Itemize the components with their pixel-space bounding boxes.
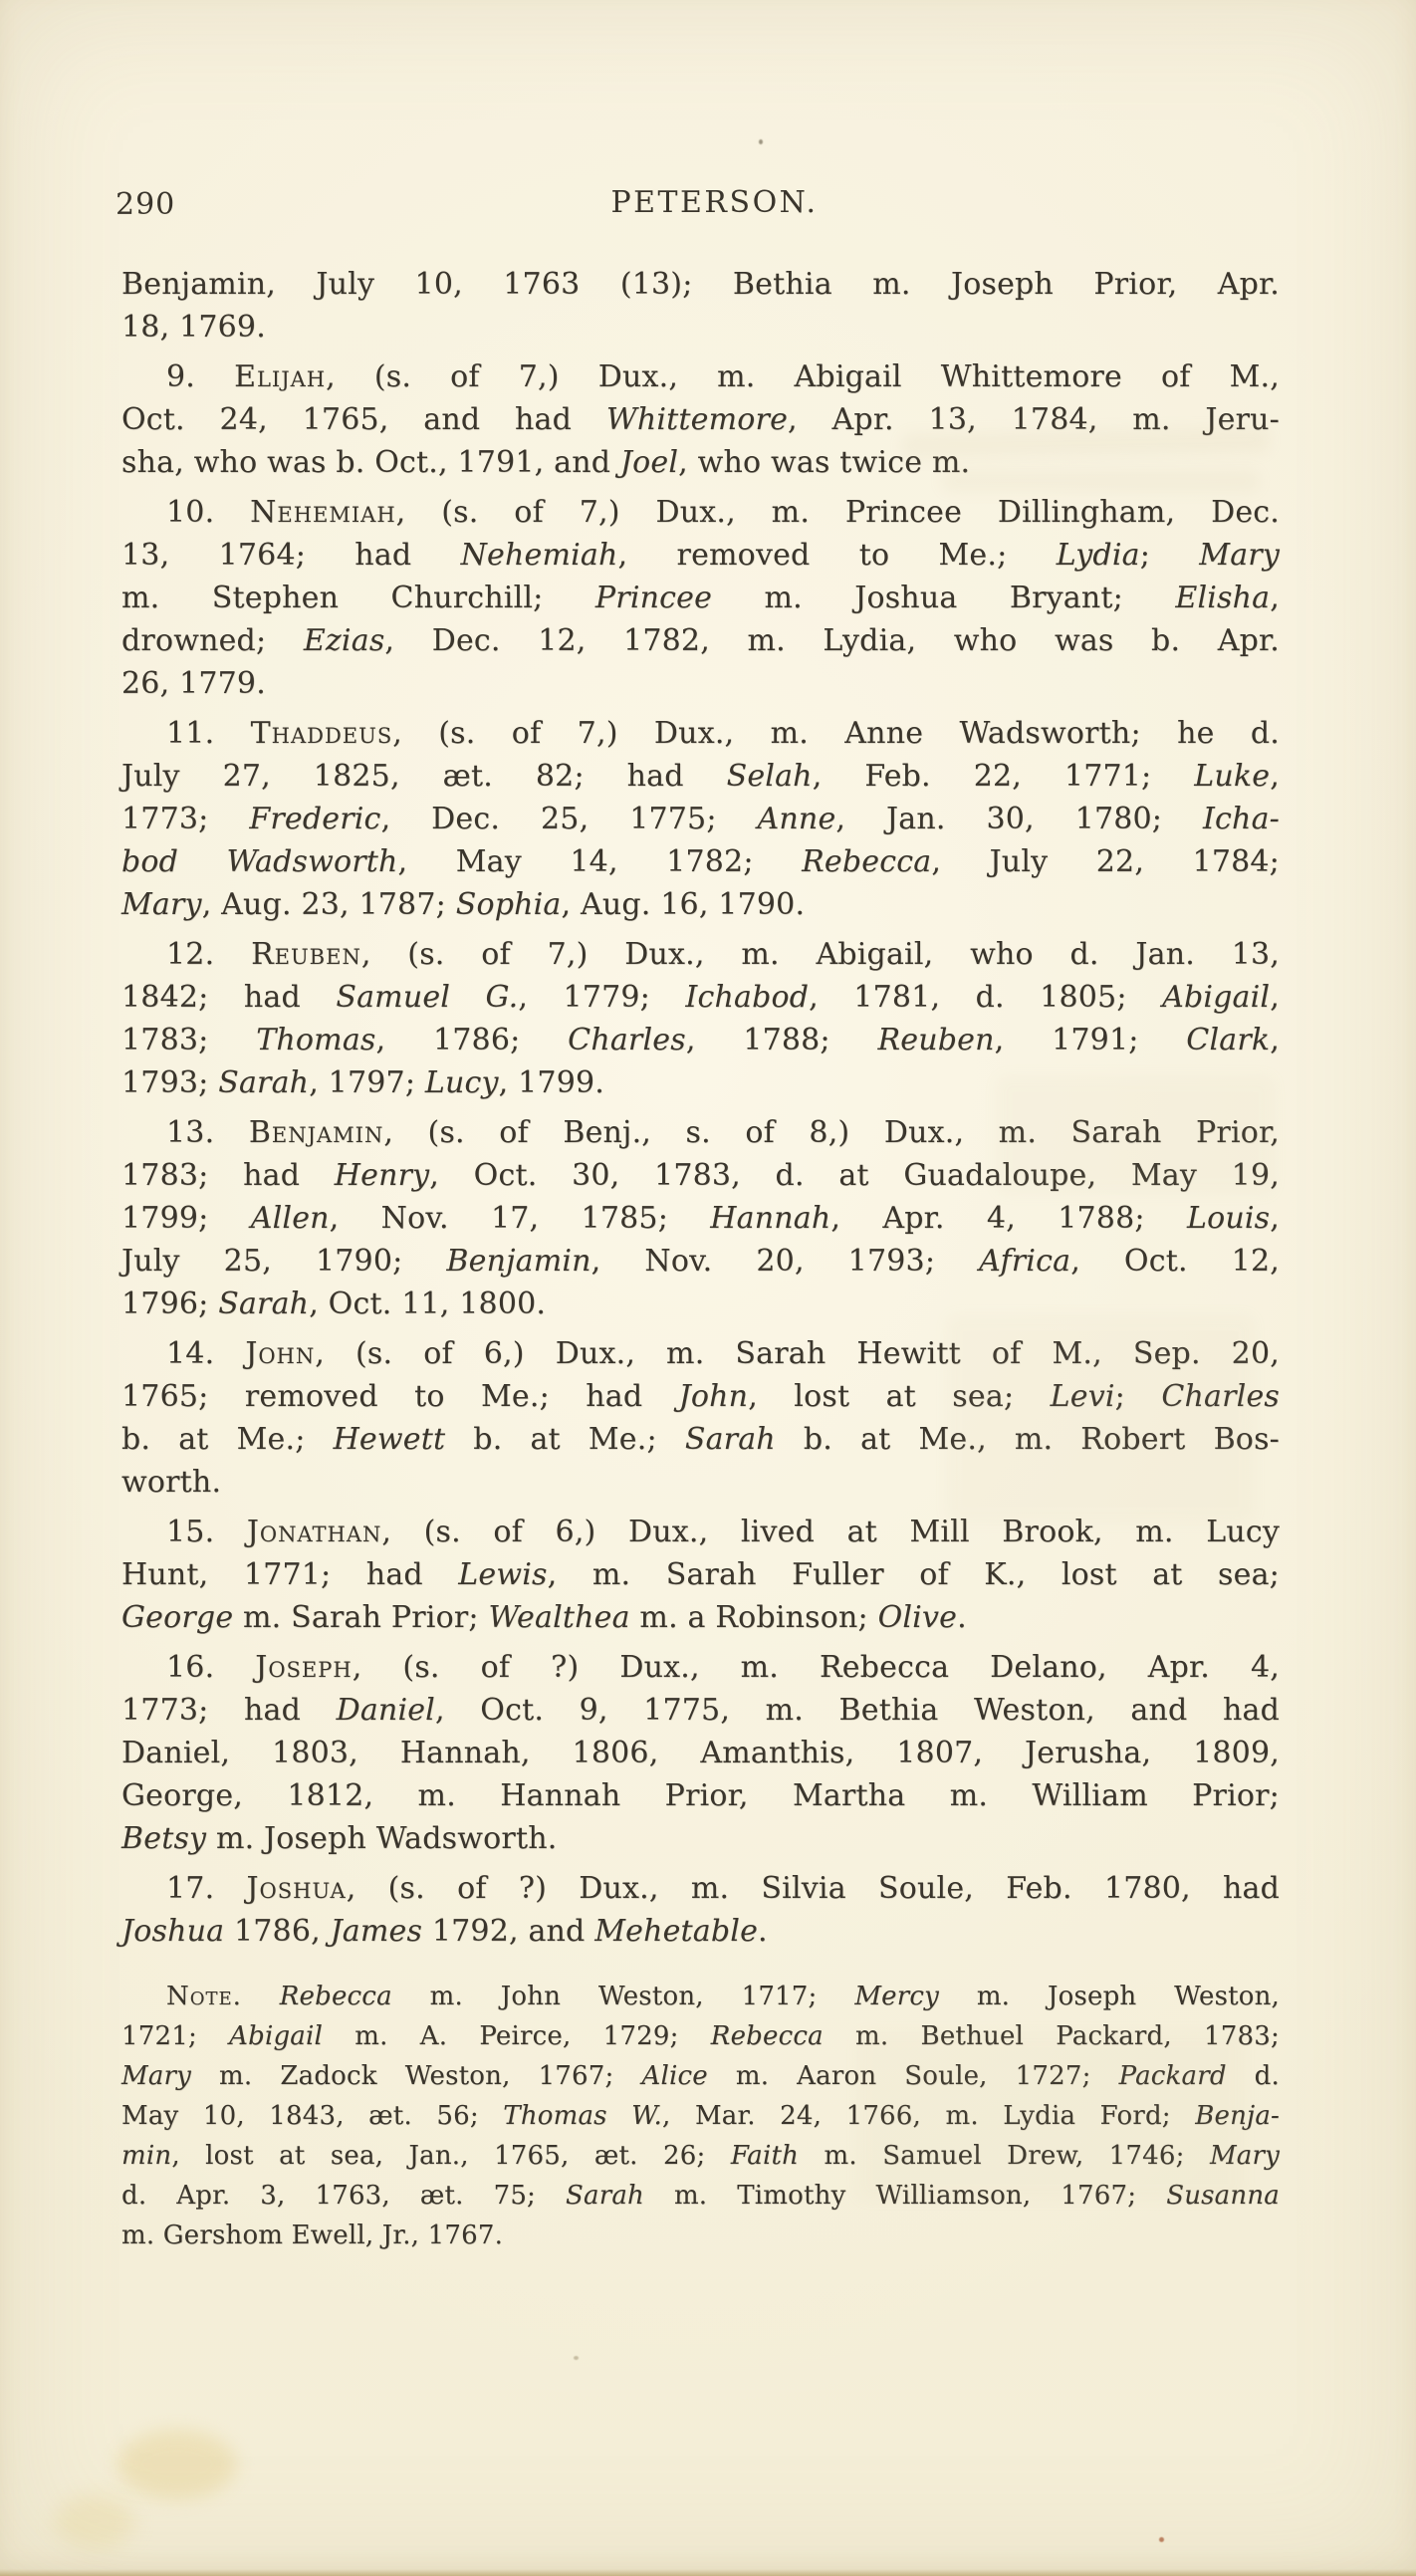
text-line: July 27, 1825, æt. 82; had Selah, Feb. 22, 1771; Luke, bbox=[121, 759, 1280, 794]
entry-13 bbox=[121, 1111, 1280, 1325]
text-line: Mary, Aug. 23, 1787; Sophia, Aug. 16, 1790. bbox=[121, 887, 806, 922]
text-line: sha, who was b. Oct., 1791, and Joel, who was twice m. bbox=[121, 445, 971, 480]
text-line: George m. Sarah Prior; Wealthea m. a Robinson; Olive. bbox=[121, 1600, 967, 1635]
text-line: 13, 1764; had Nehemiah, removed to Me.; Lydia; Mary bbox=[121, 538, 1280, 573]
text-line: 17. Joshua, (s. of ?) Dux., m. Silvia Soule, Feb. 1780, had bbox=[166, 1871, 1281, 1906]
text-line: 1721; Abigail m. A. Peirce, 1729; Rebecca m. Bethuel Packard, 1783; bbox=[121, 2021, 1280, 2051]
entry-14 bbox=[121, 1332, 1280, 1504]
entry-17 bbox=[121, 1867, 1280, 1953]
page-body bbox=[121, 263, 1280, 2255]
text-line: 1773; had Daniel, Oct. 9, 1775, m. Bethia Weston, and had bbox=[121, 1693, 1280, 1728]
text-line: 16. Joseph, (s. of ?) Dux., m. Rebecca Delano, Apr. 4, bbox=[166, 1650, 1281, 1685]
text-line: Benjamin, July 10, 1763 (13); Bethia m. Joseph Prior, Apr. bbox=[121, 267, 1280, 302]
text-line: 18, 1769. bbox=[121, 310, 266, 345]
running-title: PETERSON. bbox=[610, 185, 819, 220]
ink-speck bbox=[759, 139, 763, 144]
text-line: 1765; removed to Me.; had John, lost at sea; Levi; Charles bbox=[121, 1379, 1280, 1414]
paper-stain bbox=[55, 2494, 134, 2549]
text-line: 10. Nehemiah, (s. of 7,) Dux., m. Princee Dillingham, Dec. bbox=[166, 495, 1281, 530]
text-line: 12. Reuben, (s. of 7,) Dux., m. Abigail, who d. Jan. 13, bbox=[166, 937, 1281, 972]
text-line: 26, 1779. bbox=[121, 666, 266, 701]
entry-11 bbox=[121, 712, 1280, 926]
text-line: b. at Me.; Hewett b. at Me.; Sarah b. at Me., m. Robert Bos- bbox=[121, 1422, 1281, 1457]
entry-9 bbox=[121, 355, 1280, 484]
text-line: 9. Elijah, (s. of 7,) Dux., m. Abigail Whittemore of M., bbox=[166, 359, 1280, 394]
text-line: d. Apr. 3, 1763, æt. 75; Sarah m. Timothy Williamson, 1767; Susanna bbox=[121, 2181, 1280, 2211]
entry-10 bbox=[121, 491, 1280, 705]
text-line: Oct. 24, 1765, and had Whittemore, Apr. 13, 1784, m. Jeru- bbox=[121, 402, 1280, 437]
text-line: Mary m. Zadock Weston, 1767; Alice m. Aaron Soule, 1727; Packard d. bbox=[121, 2061, 1280, 2091]
text-line: 11. Thaddeus, (s. of 7,) Dux., m. Anne Wadsworth; he d. bbox=[166, 716, 1280, 751]
ink-speck bbox=[574, 2356, 579, 2360]
ink-speck bbox=[1159, 2537, 1164, 2542]
text-line: 15. Jonathan, (s. of 6,) Dux., lived at Mill Brook, m. Lucy bbox=[166, 1515, 1281, 1549]
text-line: min, lost at sea, Jan., 1765, æt. 26; Faith m. Samuel Drew, 1746; Mary bbox=[121, 2141, 1281, 2171]
text-line: Daniel, 1803, Hannah, 1806, Amanthis, 1807, Jerusha, 1809, bbox=[121, 1736, 1280, 1770]
entry-16 bbox=[121, 1646, 1280, 1860]
note-paragraph bbox=[121, 1977, 1280, 2255]
text-line: 1783; Thomas, 1786; Charles, 1788; Reuben, 1791; Clark, bbox=[121, 1023, 1281, 1057]
text-line: Betsy m. Joseph Wadsworth. bbox=[121, 1821, 558, 1856]
text-line: 1773; Frederic, Dec. 25, 1775; Anne, Jan. 30, 1780; Icha- bbox=[121, 802, 1280, 836]
text-line: 14. John, (s. of 6,) Dux., m. Sarah Hewitt of M., Sep. 20, bbox=[166, 1336, 1280, 1371]
text-line: bod Wadsworth, May 14, 1782; Rebecca, July 22, 1784; bbox=[121, 844, 1280, 879]
text-line: May 10, 1843, æt. 56; Thomas W., Mar. 24, 1766, m. Lydia Ford; Benja- bbox=[121, 2101, 1281, 2131]
page-number: 290 bbox=[116, 187, 176, 222]
text-line: 1796; Sarah, Oct. 11, 1800. bbox=[121, 1287, 547, 1321]
text-line: 1783; had Henry, Oct. 30, 1783, d. at Guadaloupe, May 19, bbox=[121, 1158, 1280, 1193]
entry-8-continuation bbox=[121, 263, 1280, 349]
text-line: drowned; Ezias, Dec. 12, 1782, m. Lydia, who was b. Apr. bbox=[121, 623, 1280, 658]
text-line: Note. Rebecca m. John Weston, 1717; Mercy m. Joseph Weston, bbox=[166, 1982, 1281, 2011]
text-line: Hunt, 1771; had Lewis, m. Sarah Fuller of K., lost at sea; bbox=[121, 1557, 1280, 1592]
entry-15 bbox=[121, 1511, 1280, 1639]
page-header bbox=[0, 185, 1416, 225]
text-line: 1799; Allen, Nov. 17, 1785; Hannah, Apr. 4, 1788; Louis, bbox=[121, 1201, 1280, 1236]
text-line: July 25, 1790; Benjamin, Nov. 20, 1793; Africa, Oct. 12, bbox=[121, 1244, 1280, 1279]
text-line: 1842; had Samuel G., 1779; Ichabod, 1781, d. 1805; Abigail, bbox=[121, 980, 1280, 1015]
text-line: worth. bbox=[121, 1465, 222, 1500]
text-line: m. Gershom Ewell, Jr., 1767. bbox=[121, 2221, 504, 2250]
text-line: m. Stephen Churchill; Princee m. Joshua Bryant; Elisha, bbox=[121, 581, 1280, 615]
text-line: 1793; Sarah, 1797; Lucy, 1799. bbox=[121, 1065, 605, 1100]
page-bottom-edge bbox=[0, 2569, 1416, 2576]
text-line: George, 1812, m. Hannah Prior, Martha m. William Prior; bbox=[121, 1778, 1280, 1813]
text-line: 13. Benjamin, (s. of Benj., s. of 8,) Dux., m. Sarah Prior, bbox=[166, 1115, 1280, 1150]
paper-stain bbox=[118, 2430, 237, 2499]
text-line: Joshua 1786, James 1792, and Mehetable. bbox=[121, 1914, 768, 1949]
entry-12 bbox=[121, 933, 1280, 1104]
